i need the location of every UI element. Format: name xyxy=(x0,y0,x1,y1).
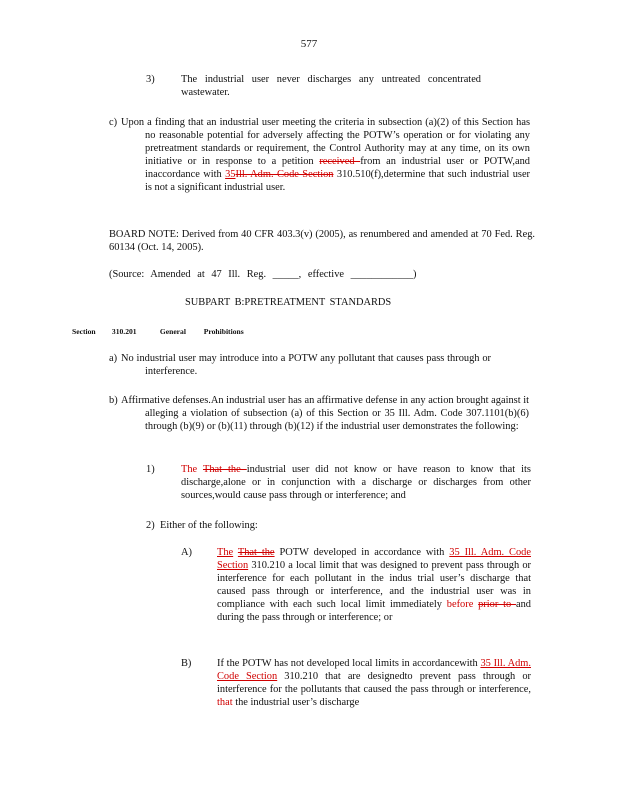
para-c-t2: from an industrial user or POTW,and inaccordance with xyxy=(145,156,530,180)
item-b-t3: the industrial user’s discharge xyxy=(232,697,360,708)
item-a-inserted-before: before xyxy=(446,599,474,610)
item-a-deleted-that-the: That the xyxy=(237,547,275,558)
para-a-body: No industrial user may introduce into a POTW any pollutant that causes pass through or interference. xyxy=(121,353,491,377)
item-a-t3: and during the pass through or interference; or xyxy=(217,599,531,623)
item-b-inserted-code: 35 Ill. Adm. Code Section xyxy=(217,658,531,682)
item-a-inserted-code: 35 Ill. Adm. Code Section xyxy=(217,547,531,571)
section-title-1: General xyxy=(159,327,186,336)
section-title-2: Prohibitions xyxy=(203,327,244,336)
para-b-text xyxy=(121,394,529,433)
para-a-text xyxy=(121,352,491,378)
item-a-text xyxy=(217,546,531,624)
item-1-body: industrial user did not know or have reason to know that its discharge,alone or in conjunction with a discharge or discharges from other sources,would cause pass through or interference; and xyxy=(181,464,531,501)
item-a-t1: POTW developed in accordance with xyxy=(274,547,450,558)
section-label: Section xyxy=(72,327,96,336)
subpart-heading: SUBPART B:PRETREATMENT STANDARDS xyxy=(185,297,392,308)
section-heading xyxy=(72,325,244,338)
item-1-inserted-the: The xyxy=(181,464,198,475)
section-number: 310.201 xyxy=(111,327,137,336)
source-t3: ) xyxy=(412,269,417,280)
source-note xyxy=(109,268,449,281)
item-b-text xyxy=(217,657,531,709)
para-c-t3: 310.510(f),determine that such industrial user is not a significant industrial user. xyxy=(145,169,531,193)
item-b-t1: If the POTW has not developed local limits in accordancewith xyxy=(217,658,481,669)
item-b-inserted-that: that xyxy=(217,697,233,708)
source-blank-reg: _____ xyxy=(272,269,299,280)
item-1-label: 1) xyxy=(146,464,155,475)
item-a-t2: 310.210 a local limit that was designed to prevent pass through or interference for each pollutant in the indus trial user’s discharge that caused pass through or interference, and the industrial user was in compliance with each such local limit immediately xyxy=(217,560,531,610)
item-a-deleted-prior-to: prior to xyxy=(478,599,516,610)
item-2-label: 2) xyxy=(146,520,155,531)
source-blank-date: ____________ xyxy=(350,269,413,280)
para-c-text xyxy=(121,116,530,194)
item-2-text: Either of the following: xyxy=(160,520,258,531)
item-1-deleted-that-the: That the xyxy=(202,464,247,475)
page-number: 577 xyxy=(300,38,318,50)
item-a-inserted-the: The xyxy=(217,547,234,558)
para-c-deleted-code: Ill. Adm. Code Section xyxy=(235,169,334,180)
item-b-label: B) xyxy=(181,658,192,669)
para-c-label: c) xyxy=(109,117,118,128)
para-a-label: a) xyxy=(109,353,118,364)
para-c-t1: Upon a finding that an industrial user meeting the criteria in subsection (a)(2) of this Section has no reasonable potential for adversely affecting the POTW’s operation or for violating any pretreatment standards or requirement, the Control Authority may at any time, on its own initiative or in response to a petition xyxy=(121,117,530,167)
para-b-body: Affirmative defenses.An industrial user has an affirmative defense in any action brought against it alleging a violation of subsection (a) of this Section or 35 Ill. Adm. Code 307.1101(b)(6) through (b)(9) or (b)(11) through (b)(12) if the industrial user demonstrates the following: xyxy=(121,395,529,432)
item-3-text: The industrial user never discharges any untreated concentrated wastewater. xyxy=(181,74,481,98)
item-1-text xyxy=(181,463,531,502)
item-b-t2: 310.210 that are designedto prevent pass through or interference for the pollutants that caused the pass through or interference, xyxy=(217,671,531,695)
para-b-label: b) xyxy=(109,395,118,406)
item-3-label: 3) xyxy=(146,74,155,85)
board-note: BOARD NOTE: Derived from 40 CFR 403.3(v) (2005), as renumbered and amended at 70 Fed. Reg. 60134 (Oct. 14, 2005). xyxy=(109,229,535,253)
source-t1: (Source: Amended at 47 Ill. Reg. xyxy=(109,269,273,280)
source-t2: , effective xyxy=(298,269,351,280)
item-a-label: A) xyxy=(181,547,192,558)
para-c-deleted-received: received xyxy=(319,156,361,167)
para-c-inserted-35: 35 xyxy=(225,169,236,180)
